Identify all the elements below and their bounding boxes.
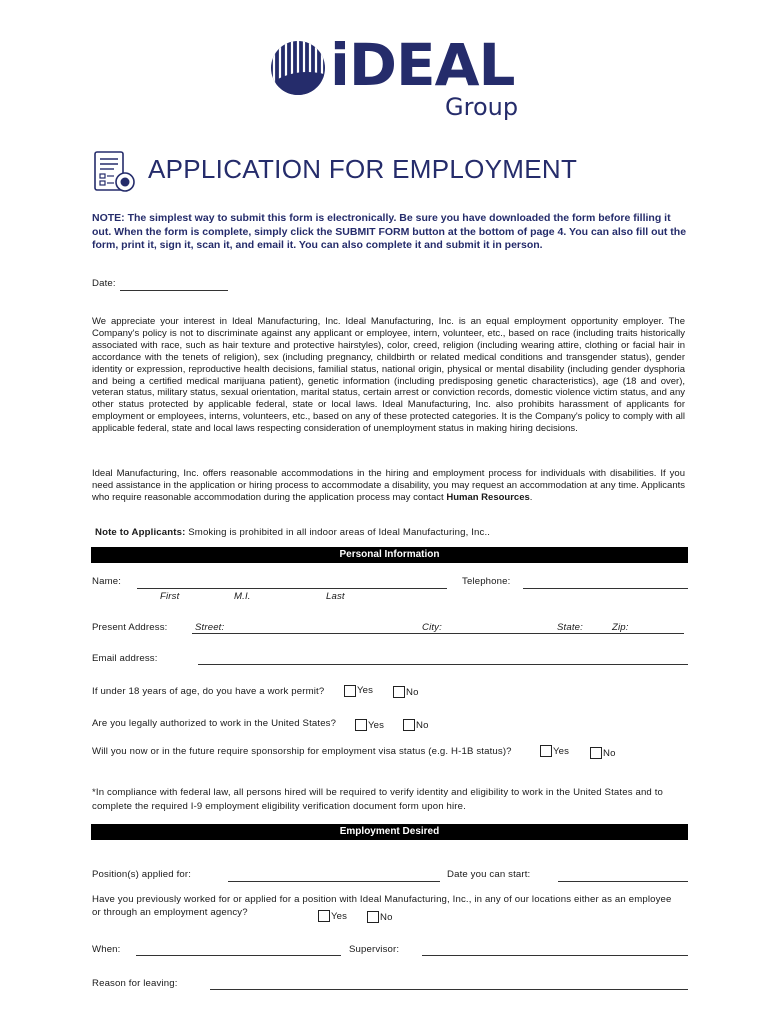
- address-field[interactable]: [192, 633, 684, 634]
- previous-yes-label: Yes: [331, 911, 348, 922]
- position-field[interactable]: [228, 881, 440, 882]
- date-field[interactable]: [120, 290, 228, 291]
- form-document-icon: [92, 150, 136, 196]
- when-label: When:: [92, 944, 121, 955]
- sponsorship-no-label: No: [603, 748, 616, 759]
- hr-contact: Human Resources: [446, 491, 530, 503]
- when-field[interactable]: [136, 955, 341, 956]
- work-permit-yes-label: Yes: [357, 685, 374, 696]
- reason-field[interactable]: [210, 989, 688, 990]
- sponsorship-yes-label: Yes: [553, 746, 570, 757]
- previous-no-label: No: [380, 912, 393, 923]
- logo-group-text: Group: [445, 93, 519, 121]
- name-label: Name:: [92, 576, 122, 587]
- telephone-field[interactable]: [523, 588, 688, 589]
- city-hint: City:: [422, 622, 442, 633]
- date-label: Date:: [92, 278, 116, 289]
- sponsorship-yes-checkbox[interactable]: [540, 745, 552, 757]
- supervisor-field[interactable]: [422, 955, 688, 956]
- previous-yes-checkbox[interactable]: [318, 910, 330, 922]
- position-label: Position(s) applied for:: [92, 869, 192, 880]
- work-permit-yes-checkbox[interactable]: [344, 685, 356, 697]
- start-date-label: Date you can start:: [447, 869, 531, 880]
- previous-no-checkbox[interactable]: [367, 911, 379, 923]
- authorized-no-label: No: [416, 720, 429, 731]
- state-hint: State:: [557, 622, 583, 633]
- eeo-paragraph: We appreciate your interest in Ideal Manufacturing, Inc. Ideal Manufacturing, Inc. is an equal employment opportunity employer. The Company's policy is not to discriminate against any applicant or employee, intern, volunteer, etc., based on race (including traits historically associated with race, such as hair texture and protective hairstyles), color, creed, religion (including wearing attire, clothing or facial hair in accordance with the tenets of religion), sex (including pregnancy, childbirth or related medical conditions and transgender status), gender identity or expression, reproductive health decisions, familial status, national origin, physical or mental disability (including gender dysphoria and being a certified medical marijuana patient), genetic information (including predisposing genetic characteristics), age (18 and over), veteran status, military status, sexual orientation, marital status, certain arrest or conviction records, domestic violence victim status, and any other status protected by applicable federal, state or local laws. Ideal Manufacturing, Inc. also prohibits harassment of applicants for employment or employees, interns, volunteers, etc., based on any of these protected categories. It is the Company's policy to comply with all applicable federal, state and local laws respecting consideration of unemployment status in making hiring decisions.: [92, 316, 685, 435]
- applicant-note: [95, 527, 490, 538]
- name-field[interactable]: [137, 588, 447, 589]
- zip-hint: Zip:: [612, 622, 629, 633]
- applicant-note-text: Smoking is prohibited in all indoor areas of Ideal Manufacturing, Inc..: [185, 527, 491, 538]
- middle-initial-hint: M.I.: [234, 591, 251, 602]
- sponsorship-no-checkbox[interactable]: [590, 747, 602, 759]
- last-name-hint: Last: [326, 591, 345, 602]
- previous-employment-question: Have you previously worked for or applied for a position with Ideal Manufacturing, Inc., in any of our locations either as an employee or through an employment agency?: [92, 894, 672, 918]
- email-label: Email address:: [92, 653, 158, 664]
- logo-wordmark: iDEAL: [330, 31, 515, 99]
- page-title: APPLICATION FOR EMPLOYMENT: [148, 154, 578, 184]
- accommodation-text: Ideal Manufacturing, Inc. offers reasonable accommodations in the hiring and employment process for individuals with disabilities. If you need assistance in the application or hiring process to accommodate a disability, you may request an accommodation at any time. Applicants who require reasonable accommodation during the application process may contact: [92, 468, 685, 503]
- address-label: Present Address:: [92, 622, 168, 633]
- authorized-question: Are you legally authorized to work in the United States?: [92, 718, 337, 729]
- street-hint: Street:: [195, 622, 225, 633]
- globe-logo-icon: [268, 38, 330, 100]
- authorized-yes-checkbox[interactable]: [355, 719, 367, 731]
- submission-note: NOTE: The simplest way to submit this form is electronically. Be sure you have downloaded the form before filling it out. When the form is complete, simply click the SUBMIT FORM button at the bottom of page 4. You can also fill out the form, print it, sign it, scan it, and email it. You can also complete it and submit it in person.: [92, 212, 687, 251]
- accommodation-end: .: [529, 491, 533, 503]
- personal-info-header: Personal Information: [91, 547, 688, 563]
- i9-compliance-note: *In compliance with federal law, all persons hired will be required to verify identity and eligibility to work in the United States and to complete the required I-9 employment eligibility verification document form upon hire.: [92, 787, 664, 812]
- work-permit-no-label: No: [406, 687, 419, 698]
- work-permit-no-checkbox[interactable]: [393, 686, 405, 698]
- applicant-note-label: Note to Applicants:: [95, 527, 186, 538]
- authorized-yes-label: Yes: [368, 720, 385, 731]
- company-logo: [268, 38, 330, 100]
- work-permit-question: If under 18 years of age, do you have a work permit?: [92, 686, 325, 697]
- sponsorship-question: Will you now or in the future require sponsorship for employment visa status (e.g. H-1B status)?: [92, 746, 512, 757]
- authorized-no-checkbox[interactable]: [403, 719, 415, 731]
- start-date-field[interactable]: [558, 881, 688, 882]
- supervisor-label: Supervisor:: [349, 944, 400, 955]
- employment-desired-header: Employment Desired: [91, 824, 688, 840]
- accommodation-paragraph: [92, 468, 685, 504]
- reason-label: Reason for leaving:: [92, 978, 178, 989]
- first-name-hint: First: [160, 591, 180, 602]
- email-field[interactable]: [198, 664, 688, 665]
- telephone-label: Telephone:: [462, 576, 511, 587]
